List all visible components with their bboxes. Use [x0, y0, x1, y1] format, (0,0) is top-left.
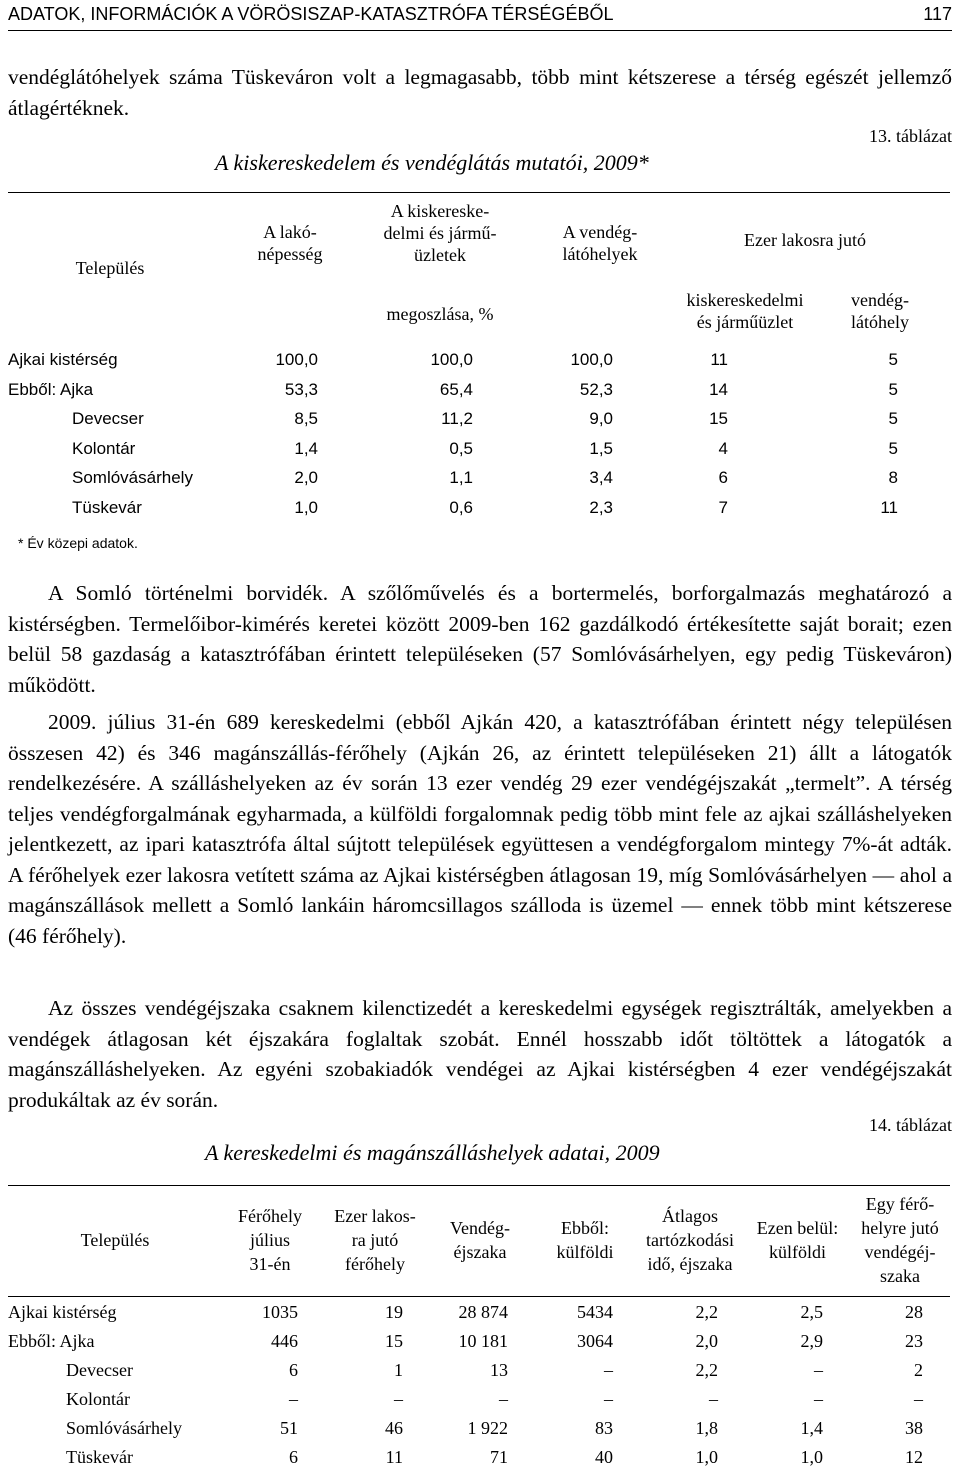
t14-r3-c6: – [814, 1389, 823, 1409]
t13-r1-c5: 5 [888, 380, 898, 399]
t14-r0-c7: 28 [905, 1302, 923, 1322]
t14-r1-c2: 15 [385, 1331, 403, 1351]
t13-r0-c3: 100,0 [570, 350, 613, 369]
table14-header-rule [8, 1296, 950, 1297]
t14-r4-c4: 83 [595, 1418, 613, 1438]
t14-r2-c5: 2,2 [695, 1360, 718, 1380]
t13-r2-c5: 5 [888, 409, 898, 428]
t13-r5-c1: 1,0 [294, 498, 318, 517]
t13-r4-c4: 6 [718, 468, 728, 487]
t14-r1-c3: 10 181 [458, 1331, 508, 1351]
t13-head-megoszlas: megoszlása, % [386, 304, 494, 324]
t14-r1-c4: 3064 [577, 1331, 613, 1351]
t14-r0-c4: 5434 [577, 1302, 613, 1322]
t13-r1-c2: 65,4 [439, 380, 473, 399]
t13-r3-c2: 0,5 [449, 439, 473, 458]
t13-r3-name: Kolontár [72, 439, 136, 458]
table14-title: A kereskedelmi és magánszálláshelyek adatai, 2009 [205, 1140, 660, 1165]
t14-r0-name: Ajkai kistérség [8, 1302, 117, 1322]
table14-label: 14. táblázat [869, 1115, 952, 1135]
t14-head-0: Település [80, 1230, 150, 1250]
t14-head-6: Ezen belül: külföldi [756, 1218, 839, 1262]
t13-head-telepules: Település [75, 258, 145, 278]
t14-r0-c2: 19 [385, 1302, 403, 1322]
table13-body [8, 345, 950, 525]
t13-r4-c3: 3,4 [589, 468, 613, 487]
t14-r2-c6: – [814, 1360, 823, 1380]
table14-header [0, 1188, 960, 1293]
t14-r4-c1: 51 [280, 1418, 298, 1438]
t13-r1-c3: 52,3 [579, 380, 613, 399]
table13-title: A kiskereskedelem és vendéglátás mutatói, 2009* [215, 150, 649, 175]
t14-r4-c7: 38 [905, 1418, 923, 1438]
t13-head-kisk-jarmu: kiskereskedelmi és járműüzlet [686, 290, 804, 332]
t14-r4-c5: 1,8 [695, 1418, 718, 1438]
page-number: 117 [923, 4, 952, 24]
t13-r1-c4: 14 [709, 380, 728, 399]
t14-head-2: Ezer lakos- ra jutó férőhely [334, 1206, 416, 1274]
t13-head-kisker: A kiskereske- delmi és jármű- üzletek [383, 201, 497, 265]
t14-head-5: Átlagos tartózkodási idő, éjszaka [646, 1206, 734, 1274]
t14-r3-c7: – [914, 1389, 923, 1409]
header-title: ADATOK, INFORMÁCIÓK A VÖRÖSISZAP-KATASZTRÓFA TÉRSÉGÉBŐL [8, 4, 614, 24]
t14-r3-c5: – [709, 1389, 718, 1409]
t13-head-lako: A lakó- népesség [257, 222, 323, 264]
t14-r5-c3: 71 [490, 1447, 508, 1467]
t14-r5-c6: 1,0 [800, 1447, 823, 1467]
t13-r5-c5: 11 [880, 498, 898, 517]
t14-r3-c3: – [499, 1389, 508, 1409]
t13-r3-c4: 4 [718, 439, 728, 458]
table13-label: 13. táblázat [869, 126, 952, 146]
t14-r3-c1: – [289, 1389, 298, 1409]
t14-r2-name: Devecser [66, 1360, 133, 1380]
t14-r3-c4: – [604, 1389, 613, 1409]
t13-r1-name: Ebből: Ajka [8, 380, 94, 399]
t14-r0-c5: 2,2 [695, 1302, 718, 1322]
t14-r5-name: Tüskevár [66, 1447, 133, 1467]
t13-r2-c1: 8,5 [294, 409, 318, 428]
t13-r0-c5: 5 [888, 350, 898, 369]
t13-r5-c3: 2,3 [589, 498, 613, 517]
t13-r4-c5: 8 [888, 468, 898, 487]
t13-r2-c3: 9,0 [589, 409, 613, 428]
t13-r0-name: Ajkai kistérség [8, 350, 118, 369]
t14-head-7: Egy férő- helyre jutó vendégéj- szaka [861, 1194, 939, 1286]
t13-head-ezer: Ezer lakosra jutó [744, 230, 866, 250]
table13-header [0, 195, 960, 335]
t13-r4-name: Somlóvásárhely [72, 468, 193, 487]
paragraph-1: A Somló történelmi borvidék. A szőlőművelés és a bortermelés, borforgalmazás meghatározó a kistérségben. Termelőibor-kimérés keretei között 2009-ben 162 gazdálkodó értékesítette saját borait; ezen belül 58 gazdaság a katasztrófában érintett településeken (57 Somlóvásárhelyen, egy pedig Tüskeváron) működött. [8, 581, 952, 697]
t14-r0-c6: 2,5 [800, 1302, 823, 1322]
paragraph-3: Az összes vendégéjszaka csaknem kilenctizedét a kereskedelmi egységek regisztrálták, amelyekben a vendégek átlagosan két éjszakára foglaltak szobát. Ennél hosszabb időt töltöttek a látogatók a magánszálláshelyeken. Az egyéni szobakiadók vendégei az Ajkai kistérségben 4 ezer vendégéjszakát produkáltak az év során. [8, 996, 952, 1112]
t14-r2-c7: 2 [914, 1360, 923, 1380]
table14-body [8, 1298, 950, 1473]
t14-r2-c2: 1 [394, 1360, 403, 1380]
t14-r5-c7: 12 [905, 1447, 923, 1467]
table13-note: * Év közepi adatok. [18, 535, 138, 551]
t13-r1-c1: 53,3 [284, 380, 318, 399]
table14-top-rule [8, 1185, 950, 1186]
t13-r3-c1: 1,4 [294, 439, 318, 458]
t13-r3-c3: 1,5 [589, 439, 613, 458]
t13-r4-c2: 1,1 [449, 468, 473, 487]
t13-r5-name: Tüskevár [72, 498, 142, 517]
intro-paragraph: vendéglátóhelyek száma Tüskeváron volt a legmagasabb, több mint kétszerese a térség egészét jellemző átlagértéknek. [8, 65, 952, 120]
t14-r4-c6: 1,4 [800, 1418, 823, 1438]
t14-r1-c5: 2,0 [695, 1331, 718, 1351]
t13-r5-c2: 0,6 [449, 498, 473, 517]
t14-r5-c1: 6 [289, 1447, 298, 1467]
running-header [8, 0, 952, 31]
t14-r5-c2: 11 [385, 1447, 403, 1467]
t14-r2-c3: 13 [490, 1360, 508, 1380]
t13-r5-c4: 7 [718, 498, 728, 517]
t14-r4-c3: 1 922 [467, 1418, 508, 1438]
t14-r4-name: Somlóvásárhely [66, 1418, 182, 1438]
t13-r0-c4: 11 [710, 350, 728, 369]
t14-head-3: Vendég- éjszaka [450, 1218, 510, 1262]
t14-r5-c5: 1,0 [695, 1447, 718, 1467]
t13-r2-c2: 11,2 [441, 409, 473, 428]
t14-r2-c4: – [604, 1360, 613, 1380]
t14-r3-c2: – [394, 1389, 403, 1409]
t14-r1-c1: 446 [271, 1331, 298, 1351]
t13-r2-name: Devecser [72, 409, 144, 428]
t14-r5-c4: 40 [595, 1447, 613, 1467]
t13-r4-c1: 2,0 [294, 468, 318, 487]
t14-head-1: Férőhely július 31-én [238, 1206, 302, 1274]
t14-head-4: Ebből: külföldi [556, 1218, 614, 1262]
t14-r1-c6: 2,9 [800, 1331, 823, 1351]
paragraph-2: 2009. július 31-én 689 kereskedelmi (ebből Ajkán 420, a katasztrófában érintett négy településen összesen 42) és 346 magánszállás-férőhely (Ajkán 26, az érintett településeken 21) állt a látogatók rendelkezésére. A szálláshelyeken az év során 13 ezer vendég 29 ezer vendégéjszakát „termelt”. A térség teljes vendégforgalmának egyharmada, a külföldi forgalomnak pedig több mint fele az ajkai szálláshelyeken jelentkezett, az ipari katasztrófa által sújtott települések együttesen a vendégforgalom mintegy 7%-át adták. A férőhelyek ezer lakosra vetített száma az Ajkai kistérségben átlagosan 19, míg Somlóvásárhelyen — ahol a magánszállások mellett a Somló lankáin háromcsillagos szálloda is üzemel — ennek több mint kétszerese (46 férőhely). [8, 710, 952, 948]
t13-r2-c4: 15 [709, 409, 728, 428]
t14-r4-c2: 46 [385, 1418, 403, 1438]
t13-r0-c1: 100,0 [275, 350, 318, 369]
t13-r0-c2: 100,0 [430, 350, 473, 369]
t14-r2-c1: 6 [289, 1360, 298, 1380]
t14-r3-name: Kolontár [66, 1389, 130, 1409]
t13-head-vendeg: A vendég- látóhelyek [562, 222, 638, 264]
t14-r1-c7: 23 [905, 1331, 923, 1351]
t14-r1-name: Ebből: Ajka [8, 1331, 95, 1351]
table13-top-rule [8, 192, 950, 193]
t13-r3-c5: 5 [888, 439, 898, 458]
t13-head-vendeglatohely: vendég- látóhely [851, 290, 909, 332]
t14-r0-c3: 28 874 [458, 1302, 508, 1322]
t14-r0-c1: 1035 [262, 1302, 298, 1322]
